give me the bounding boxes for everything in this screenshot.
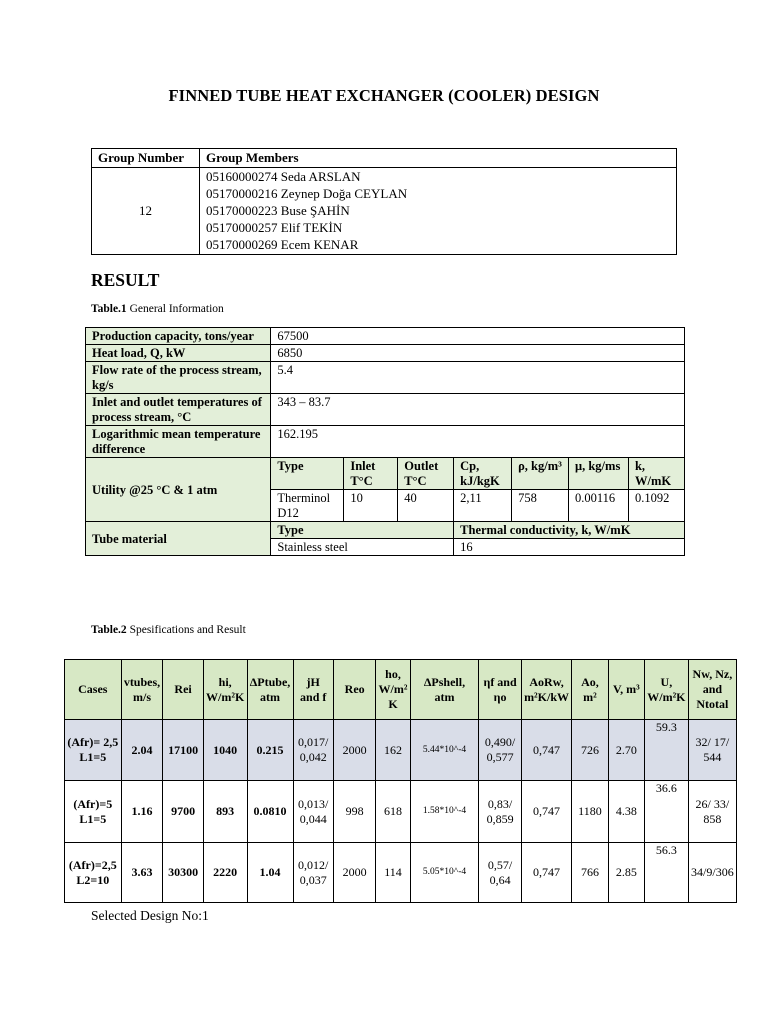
cell: 4.38 [608,781,644,843]
cell: 1.16 [121,781,163,843]
col-header: Nw, Nz, and Ntotal [688,660,736,720]
table1-caption: Table.1 General Information [91,303,224,315]
utility-value: Therminol D12 [271,490,344,522]
cell: 1040 [203,720,247,781]
col-header: ΔPshell, atm [410,660,479,720]
col-header: ηf and ηo [479,660,521,720]
utility-header: ρ, kg/m³ [512,458,569,490]
tube-value: Stainless steel [271,539,454,556]
group-members-list [200,168,677,255]
cell: 0.0810 [247,781,293,843]
lmtd-label: Logarithmic mean temperature difference [86,426,271,458]
col-header: U, W/m²K [645,660,689,720]
cell: 2.85 [608,843,644,903]
selected-design: Selected Design No:1 [91,908,209,923]
case-label: (Afr)=5 L1=5 [65,781,122,843]
tube-header: Thermal conductivity, k, W/mK [454,522,685,539]
member: 05170000269 Ecem KENAR [206,237,359,252]
col-header: Rei [163,660,203,720]
cell: 0,017/ 0,042 [293,720,333,781]
cell: 34/9/306 [688,843,736,903]
col-header: Ao, m² [572,660,608,720]
col-header: Reo [333,660,375,720]
utility-value: 40 [398,490,454,522]
case-label: (Afr)=2,5 L2=10 [65,843,122,903]
col-header: ho, W/m² K [376,660,410,720]
table-row [65,720,737,781]
cell: 1.58*10^-4 [410,781,479,843]
col-header: Cases [65,660,122,720]
tube-material-label: Tube material [86,522,271,556]
member: 05170000257 Elif TEKİN [206,220,343,235]
cell: 2220 [203,843,247,903]
group-number-header: Group Number [92,149,200,168]
production-value: 67500 [271,328,685,345]
cell: 3.63 [121,843,163,903]
cell: 766 [572,843,608,903]
cell: 1180 [572,781,608,843]
general-info-table [85,327,685,556]
page-title: FINNED TUBE HEAT EXCHANGER (COOLER) DESIGN [168,86,600,105]
cell: 114 [376,843,410,903]
utility-value: 758 [512,490,569,522]
col-header: AoRw, m²K/kW [521,660,571,720]
member: 05170000223 Buse ŞAHİN [206,203,350,218]
result-heading: RESULT [91,270,160,290]
heat-load-label: Heat load, Q, kW [86,345,271,362]
heat-load-value: 6850 [271,345,685,362]
cell: 2000 [333,843,375,903]
cell: 162 [376,720,410,781]
table-row [65,843,737,903]
cell: 0,013/ 0,044 [293,781,333,843]
cell: 59.3 [645,720,689,781]
utility-header: Cp, kJ/kgK [454,458,512,490]
cell: 32/ 17/ 544 [688,720,736,781]
table-row [65,781,737,843]
cell: 30300 [163,843,203,903]
case-label: (Afr)= 2,5 L1=5 [65,720,122,781]
cell: 893 [203,781,247,843]
cell: 0,747 [521,720,571,781]
utility-header: Inlet T°C [344,458,398,490]
tube-header: Type [271,522,454,539]
utility-value: 10 [344,490,398,522]
cell: 2.70 [608,720,644,781]
flow-rate-value: 5.4 [271,362,685,394]
utility-value: 0.1092 [628,490,684,522]
utility-header: Type [271,458,344,490]
utility-header: Outlet T°C [398,458,454,490]
utility-header: k, W/mK [628,458,684,490]
cell: 998 [333,781,375,843]
member: 05170000216 Zeynep Doğa CEYLAN [206,186,408,201]
utility-value: 2,11 [454,490,512,522]
cell: 17100 [163,720,203,781]
temperatures-value: 343 – 83.7 [271,394,685,426]
cell: 2000 [333,720,375,781]
col-header: ΔPtube, atm [247,660,293,720]
spec-results-table [64,659,737,903]
cell: 5.44*10^-4 [410,720,479,781]
group-number: 12 [92,168,200,255]
flow-rate-label: Flow rate of the process stream, kg/s [86,362,271,394]
cell: 0,747 [521,843,571,903]
utility-label: Utility @25 °C & 1 atm [86,458,271,522]
cell: 2.04 [121,720,163,781]
tube-value: 16 [454,539,685,556]
temperatures-label: Inlet and outlet temperatures of process stream, °C [86,394,271,426]
cell: 0.215 [247,720,293,781]
cell: 36.6 [645,781,689,843]
cell: 5.05*10^-4 [410,843,479,903]
cell: 1.04 [247,843,293,903]
cell: 26/ 33/ 858 [688,781,736,843]
cell: 0,57/ 0,64 [479,843,521,903]
col-header: V, m³ [608,660,644,720]
lmtd-value: 162.195 [271,426,685,458]
col-header: jH and f [293,660,333,720]
production-label: Production capacity, tons/year [86,328,271,345]
cell: 0,490/ 0,577 [479,720,521,781]
group-members-header: Group Members [200,149,677,168]
cell: 0,83/ 0,859 [479,781,521,843]
member: 05160000274 Seda ARSLAN [206,169,361,184]
col-header: vtubes, m/s [121,660,163,720]
table2-caption: Table.2 Spesifications and Result [91,624,246,636]
utility-header: μ, kg/ms [569,458,629,490]
cell: 726 [572,720,608,781]
cell: 618 [376,781,410,843]
utility-value: 0.00116 [569,490,629,522]
cell: 0,747 [521,781,571,843]
col-header: hi, W/m²K [203,660,247,720]
cell: 9700 [163,781,203,843]
group-table [91,148,677,255]
cell: 56.3 [645,843,689,903]
cell: 0,012/ 0,037 [293,843,333,903]
